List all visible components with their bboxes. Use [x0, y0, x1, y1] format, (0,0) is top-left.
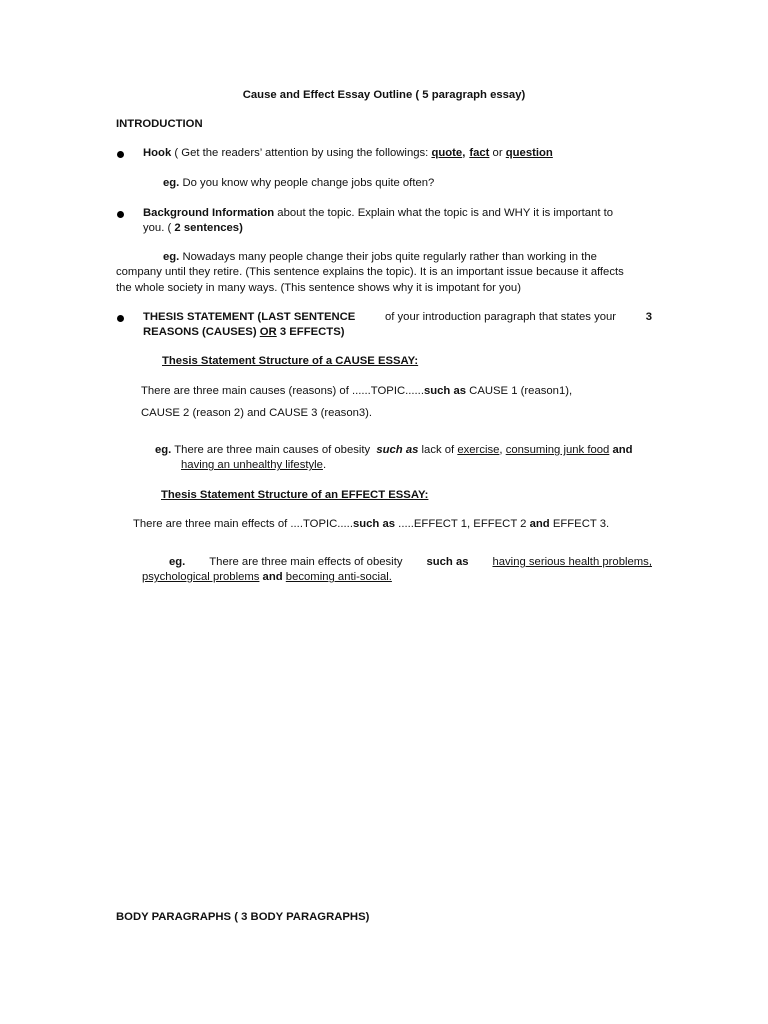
effect-example-line2	[142, 570, 392, 585]
background-line2	[143, 221, 243, 236]
thesis-three: 3	[645, 311, 652, 323]
effect-such-as: such as	[352, 518, 396, 530]
cause-eg-such-as: such as	[376, 444, 419, 456]
background-text-1: about the topic. Explain what the topic is and WHY it is important to	[274, 207, 614, 219]
effect-eg-label: eg.	[169, 556, 186, 568]
hook-comma: ,	[462, 147, 466, 159]
cause-eg-label: eg.	[155, 444, 172, 456]
thesis-line2	[143, 325, 345, 340]
effect-antisocial: becoming anti-social.	[285, 571, 392, 583]
cause-lifestyle: having an unhealthy lifestyle	[181, 459, 323, 471]
effect-psych: psychological problems	[142, 571, 260, 583]
effect-health: having serious health problems,	[492, 556, 652, 568]
background-bullet	[117, 211, 124, 218]
thesis-effects: 3 EFFECTS)	[276, 326, 345, 338]
cause-comma: ,	[499, 444, 506, 456]
hook-label: Hook	[143, 147, 172, 159]
thesis-line1	[143, 310, 652, 325]
thesis-text-1: of your introduction paragraph that states your	[384, 311, 617, 323]
background-label: Background Information	[143, 207, 275, 219]
hook-quote: quote	[431, 147, 463, 159]
effect-and2: and	[259, 571, 286, 583]
cause-exercise: exercise	[457, 444, 500, 456]
hook-question: question	[505, 147, 553, 159]
thesis-or: OR	[259, 326, 277, 338]
hook-fact: fact	[469, 147, 490, 159]
effect-structure-line	[133, 517, 609, 532]
cause-structure-line2: CAUSE 2 (reason 2) and CAUSE 3 (reason3).	[141, 407, 373, 419]
background-example-line2: company until they retire. (This sentence explains the topic). It is an important issue because it affects	[116, 266, 624, 278]
hook-text: ( Get the readers’ attention by using the followings:	[171, 147, 432, 159]
hook-bullet	[117, 151, 124, 158]
hook-eg-text: Do you know why people change jobs quite often?	[179, 177, 435, 189]
effect-line-a: There are three main effects of ....TOPIC.....	[133, 518, 353, 530]
effect-example-line1	[169, 555, 652, 570]
hook-eg-label: eg.	[163, 177, 180, 189]
effect-eg-a: There are three main effects of obesity	[209, 556, 403, 568]
thesis-label-2: REASONS (CAUSES)	[143, 326, 260, 338]
hook-example	[163, 176, 434, 191]
cause-eg-a: There are three main causes of obesity	[171, 444, 374, 456]
cause-line1-a: There are three main causes (reasons) of ......TOPIC......	[141, 385, 424, 397]
background-sentences: 2 sentences)	[174, 222, 243, 234]
introduction-heading: INTRODUCTION	[116, 118, 203, 130]
document-title: Cause and Effect Essay Outline ( 5 paragraph essay)	[242, 89, 526, 101]
cause-example-line2	[181, 458, 326, 473]
background-eg-label: eg.	[163, 251, 180, 263]
background-example-line1	[163, 250, 597, 265]
hook-line	[143, 146, 553, 161]
hook-or: or	[489, 147, 506, 159]
cause-such-as: such as	[423, 385, 467, 397]
cause-line1-b: CAUSE 1 (reason1),	[466, 385, 573, 397]
cause-eg-b: lack of	[418, 444, 458, 456]
thesis-bullet	[117, 315, 124, 322]
thesis-label-1: THESIS STATEMENT (LAST SENTENCE	[143, 311, 356, 323]
body-paragraphs-heading: BODY PARAGRAPHS ( 3 BODY PARAGRAPHS)	[116, 911, 370, 923]
effect-line-c: EFFECT 3.	[549, 518, 610, 530]
effect-eg-such-as: such as	[426, 556, 469, 568]
effect-line-b: .....EFFECT 1, EFFECT 2	[395, 518, 530, 530]
cause-junk-food: consuming junk food	[505, 444, 610, 456]
effect-structure-heading: Thesis Statement Structure of an EFFECT ESSAY:	[161, 489, 429, 501]
background-eg-1: Nowadays many people change their jobs quite regularly rather than working in the	[179, 251, 597, 263]
cause-structure-line1	[141, 384, 572, 399]
cause-example-line1	[155, 443, 633, 458]
background-example-line3: the whole society in many ways. (This sentence shows why it is impotant for you)	[116, 282, 521, 294]
effect-and: and	[529, 518, 550, 530]
background-text-2: you. (	[143, 222, 175, 234]
cause-structure-heading: Thesis Statement Structure of a CAUSE ESSAY:	[162, 355, 419, 367]
cause-and: and	[609, 444, 633, 456]
cause-period: .	[322, 459, 327, 471]
background-line1	[143, 206, 613, 221]
